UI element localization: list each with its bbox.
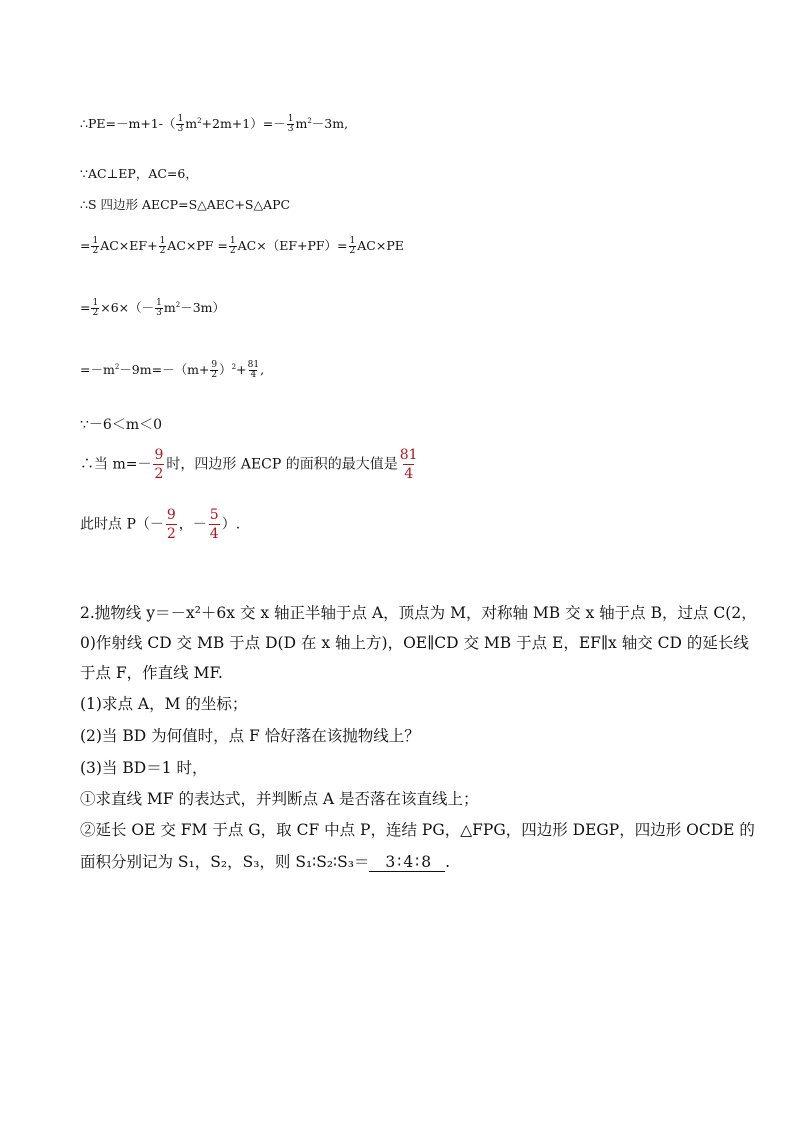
solution-line-area: ∴S 四边形 AECP=S△AEC+S△APC (80, 197, 291, 212)
question-3: (3)当 BD＝1 时， (80, 759, 208, 777)
question-1: (1)求点 A，M 的坐标； (80, 695, 248, 713)
fraction: $\frac{9}{2}$ (154, 447, 164, 482)
question-3b-line-1: ②延长 OE 交 FM 于点 G，取 CF 中点 P，连结 PG，△FPG，四边形 DEGP，四边形 OCDE 的 (80, 821, 755, 839)
fraction: $\frac{81}{4}$ (399, 447, 418, 482)
fraction: $\frac{1}{2}$ (159, 236, 166, 256)
solution-line-ac: ∵AC⊥EP，AC=6， (80, 166, 198, 181)
answer-blank: 3∶4∶8 (369, 853, 445, 872)
fraction: $\frac{1}{3}$ (156, 298, 162, 318)
fraction: $\frac{1}{2}$ (92, 236, 99, 256)
fraction: $\frac{5}{4}$ (209, 507, 219, 542)
fraction: $\frac{9}{2}$ (166, 507, 176, 542)
text: ∴PE=－m+1-（ (80, 116, 176, 131)
fraction: $\frac{1}{2}$ (349, 236, 356, 256)
solution-line-area-expand: = $\frac{1}{2}$ AC×EF+ $\frac{1}{2}$ AC×PF = $\frac{1}{2}$ AC×（EF+PF）= $\frac{1}{2}$ AC×PE (80, 236, 404, 256)
solution-line-point-p: 此时点 P（－ $\frac{9}{2}$ ，－ $\frac{5}{4}$ ）. (80, 507, 241, 542)
problem-text-line-1: 2.抛物线 y＝－x²＋6x 交 x 轴正半轴于点 A，顶点为 M，对称轴 MB 交 x 轴于点 B，过点 C(2， (80, 604, 757, 622)
fraction: $\frac{1}{3}$ (177, 114, 184, 134)
problem-text-line-2: 0)作射线 CD 交 MB 于点 D(D 在 x 轴上方)，OE∥CD 交 MB 于点 E，EF∥x 轴交 CD 的延长线 (80, 634, 749, 652)
question-2: (2)当 BD 为何值时，点 F 恰好落在该抛物线上？ (80, 727, 420, 745)
solution-line-vertex-form: $=-m^2-9m=-(m+$ $\frac{9}{2}$ ）$^2$+ $\frac{81}{4}$ , (80, 360, 265, 380)
solution-line-range: ∵－6＜m＜0 (80, 417, 162, 433)
solution-line-pe: ∴PE=－m+1-（ $\frac{1}{3}$ $m^2+2m+1)=-$ $\frac{1}{3}$ $m^2-3m$, (80, 114, 349, 134)
fraction: $\frac{9}{2}$ (211, 360, 218, 380)
solution-line-substitute: = $\frac{1}{2}$ ×6×（－ $\frac{1}{3}$ $m^2-3m$） (80, 298, 225, 318)
fraction: $\frac{1}{2}$ (229, 236, 236, 256)
solution-line-max: ∴当 m=－ $\frac{9}{2}$ 时，四边形 AECP 的面积的最大值是 $\frac{81}{4}$ (80, 447, 418, 482)
fraction: $\frac{81}{4}$ (247, 360, 260, 380)
problem-text-line-3: 于点 F，作直线 MF. (80, 664, 223, 682)
fraction: $\frac{1}{2}$ (92, 298, 99, 318)
question-3b-line-2: 面积分别记为 S₁，S₂，S₃，则 S₁∶S₂∶S₃＝ 3∶4∶8 . (80, 853, 451, 871)
fraction: $\frac{1}{3}$ (287, 114, 294, 134)
question-3a: ①求直线 MF 的表达式，并判断点 A 是否落在该直线上； (80, 790, 479, 808)
